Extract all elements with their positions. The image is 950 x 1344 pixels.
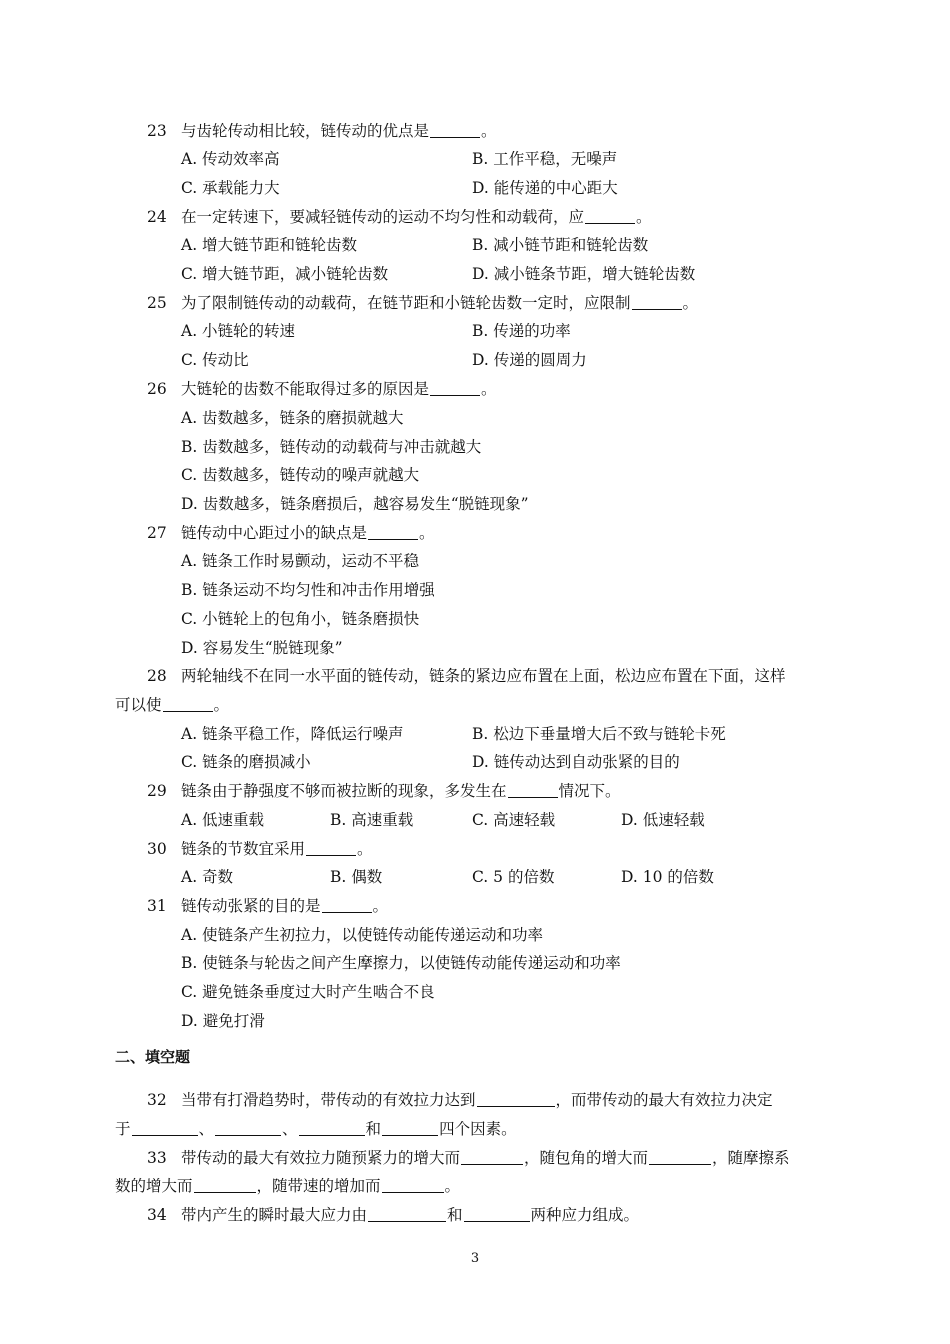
option: C. 承载能力大 (181, 179, 280, 197)
question-number: 31 (147, 897, 167, 915)
option: C. 避免链条垂度过大时产生啮合不良 (181, 983, 435, 1001)
question-stem: 链传动张紧的目的是 。 (181, 897, 389, 915)
option: A. 传动效率高 (181, 150, 280, 168)
answer-blank[interactable] (194, 1176, 256, 1193)
question-number: 23 (147, 122, 167, 140)
answer-blank[interactable] (585, 207, 635, 224)
option: B. 传递的功率 (472, 322, 571, 340)
question-stem: 与齿轮传动相比较，链传动的优点是 。 (181, 122, 497, 140)
question-number: 34 (147, 1206, 167, 1224)
option: B. 减小链节距和链轮齿数 (472, 236, 649, 254)
option: B. 齿数越多，链传动的动载荷与冲击就越大 (181, 438, 482, 456)
option: C. 链条的磨损减小 (181, 753, 311, 771)
option: A. 小链轮的转速 (181, 322, 296, 340)
question-stem: 在一定转速下，要减轻链传动的运动不均匀性和动载荷，应 。 (181, 208, 652, 226)
option: C. 传动比 (181, 351, 249, 369)
question-stem: 链条由于静强度不够而被拉断的现象，多发生在 情况下。 (181, 782, 621, 800)
option: C. 小链轮上的包角小，链条磨损快 (181, 610, 420, 628)
option: D. 齿数越多，链条磨损后，越容易发生“脱链现象” (181, 495, 529, 513)
question-number: 33 (147, 1149, 167, 1167)
option: B. 偶数 (330, 868, 383, 886)
option: A. 增大链节距和链轮齿数 (181, 236, 358, 254)
answer-blank[interactable] (382, 1176, 444, 1193)
option: B. 高速重载 (330, 811, 414, 829)
answer-blank[interactable] (430, 379, 480, 396)
question-number: 26 (147, 380, 167, 398)
question-stem-continued: 可以使 。 (115, 696, 230, 714)
question-number: 28 (147, 667, 167, 685)
page-number: 3 (470, 1251, 480, 1266)
option: A. 齿数越多，链条的磨损就越大 (181, 409, 404, 427)
option: D. 传递的圆周力 (472, 351, 587, 369)
option: A. 链条工作时易颤动，运动不平稳 (181, 552, 420, 570)
answer-blank[interactable] (306, 839, 356, 856)
answer-blank[interactable] (461, 1148, 523, 1165)
option: D. 容易发生“脱链现象” (181, 639, 343, 657)
option: B. 使链条与轮齿之间产生摩擦力，以使链传动能传递运动和功率 (181, 954, 621, 972)
question-number: 29 (147, 782, 167, 800)
answer-blank[interactable] (163, 695, 213, 712)
answer-blank[interactable] (322, 896, 372, 913)
option: B. 链条运动不均匀性和冲击作用增强 (181, 581, 435, 599)
answer-blank[interactable] (368, 1205, 446, 1222)
option: C. 增大链节距，减小链轮齿数 (181, 265, 389, 283)
option: D. 低速轻载 (621, 811, 705, 829)
option: C. 齿数越多，链传动的噪声就越大 (181, 466, 420, 484)
answer-blank[interactable] (649, 1148, 711, 1165)
question-number: 27 (147, 524, 167, 542)
question-number: 25 (147, 294, 167, 312)
question-number: 24 (147, 208, 167, 226)
answer-blank[interactable] (299, 1119, 365, 1136)
option: B. 松边下垂量增大后不致与链轮卡死 (472, 725, 726, 743)
question-stem: 链条的节数宜采用 。 (181, 840, 373, 858)
answer-blank[interactable] (368, 523, 418, 540)
question-stem: 两轮轴线不在同一水平面的链传动，链条的紧边应布置在上面，松边应布置在下面，这样 (181, 667, 786, 685)
option: D. 10 的倍数 (621, 868, 714, 886)
question-stem: 链传动中心距过小的缺点是 。 (181, 524, 435, 542)
option: D. 能传递的中心距大 (472, 179, 618, 197)
section-title: 二、填空题 (115, 1048, 191, 1066)
answer-blank[interactable] (477, 1090, 555, 1107)
answer-blank[interactable] (382, 1119, 438, 1136)
option: A. 奇数 (181, 868, 234, 886)
question-stem: 带内产生的瞬时最大应力由 和 两种应力组成。 (181, 1206, 640, 1224)
question-stem: 为了限制链传动的动载荷，在链节距和小链轮齿数一定时，应限制 。 (181, 294, 699, 312)
option: C. 高速轻载 (472, 811, 556, 829)
answer-blank[interactable] (632, 293, 682, 310)
question-stem-continued: 于 、 、 和 四个因素。 (115, 1120, 517, 1138)
option: D. 减小链条节距，增大链轮齿数 (472, 265, 696, 283)
option: A. 低速重载 (181, 811, 265, 829)
option: A. 使链条产生初拉力，以使链传动能传递运动和功率 (181, 926, 544, 944)
question-stem-continued: 数的增大而 ，随带速的增加而 。 (115, 1177, 461, 1195)
question-stem: 带传动的最大有效拉力随预紧力的增大而 ，随包角的增大而 ，随摩擦系 (181, 1149, 790, 1167)
question-stem: 当带有打滑趋势时，带传动的有效拉力达到 ，而带传动的最大有效拉力决定 (181, 1091, 773, 1109)
option: C. 5 的倍数 (472, 868, 555, 886)
option: D. 链传动达到自动张紧的目的 (472, 753, 680, 771)
option: D. 避免打滑 (181, 1012, 265, 1030)
answer-blank[interactable] (508, 781, 558, 798)
answer-blank[interactable] (430, 121, 480, 138)
option: A. 链条平稳工作，降低运行噪声 (181, 725, 404, 743)
question-stem: 大链轮的齿数不能取得过多的原因是 。 (181, 380, 497, 398)
question-number: 30 (147, 840, 167, 858)
answer-blank[interactable] (464, 1205, 530, 1222)
question-number: 32 (147, 1091, 167, 1109)
answer-blank[interactable] (132, 1119, 198, 1136)
answer-blank[interactable] (215, 1119, 281, 1136)
option: B. 工作平稳，无噪声 (472, 150, 618, 168)
